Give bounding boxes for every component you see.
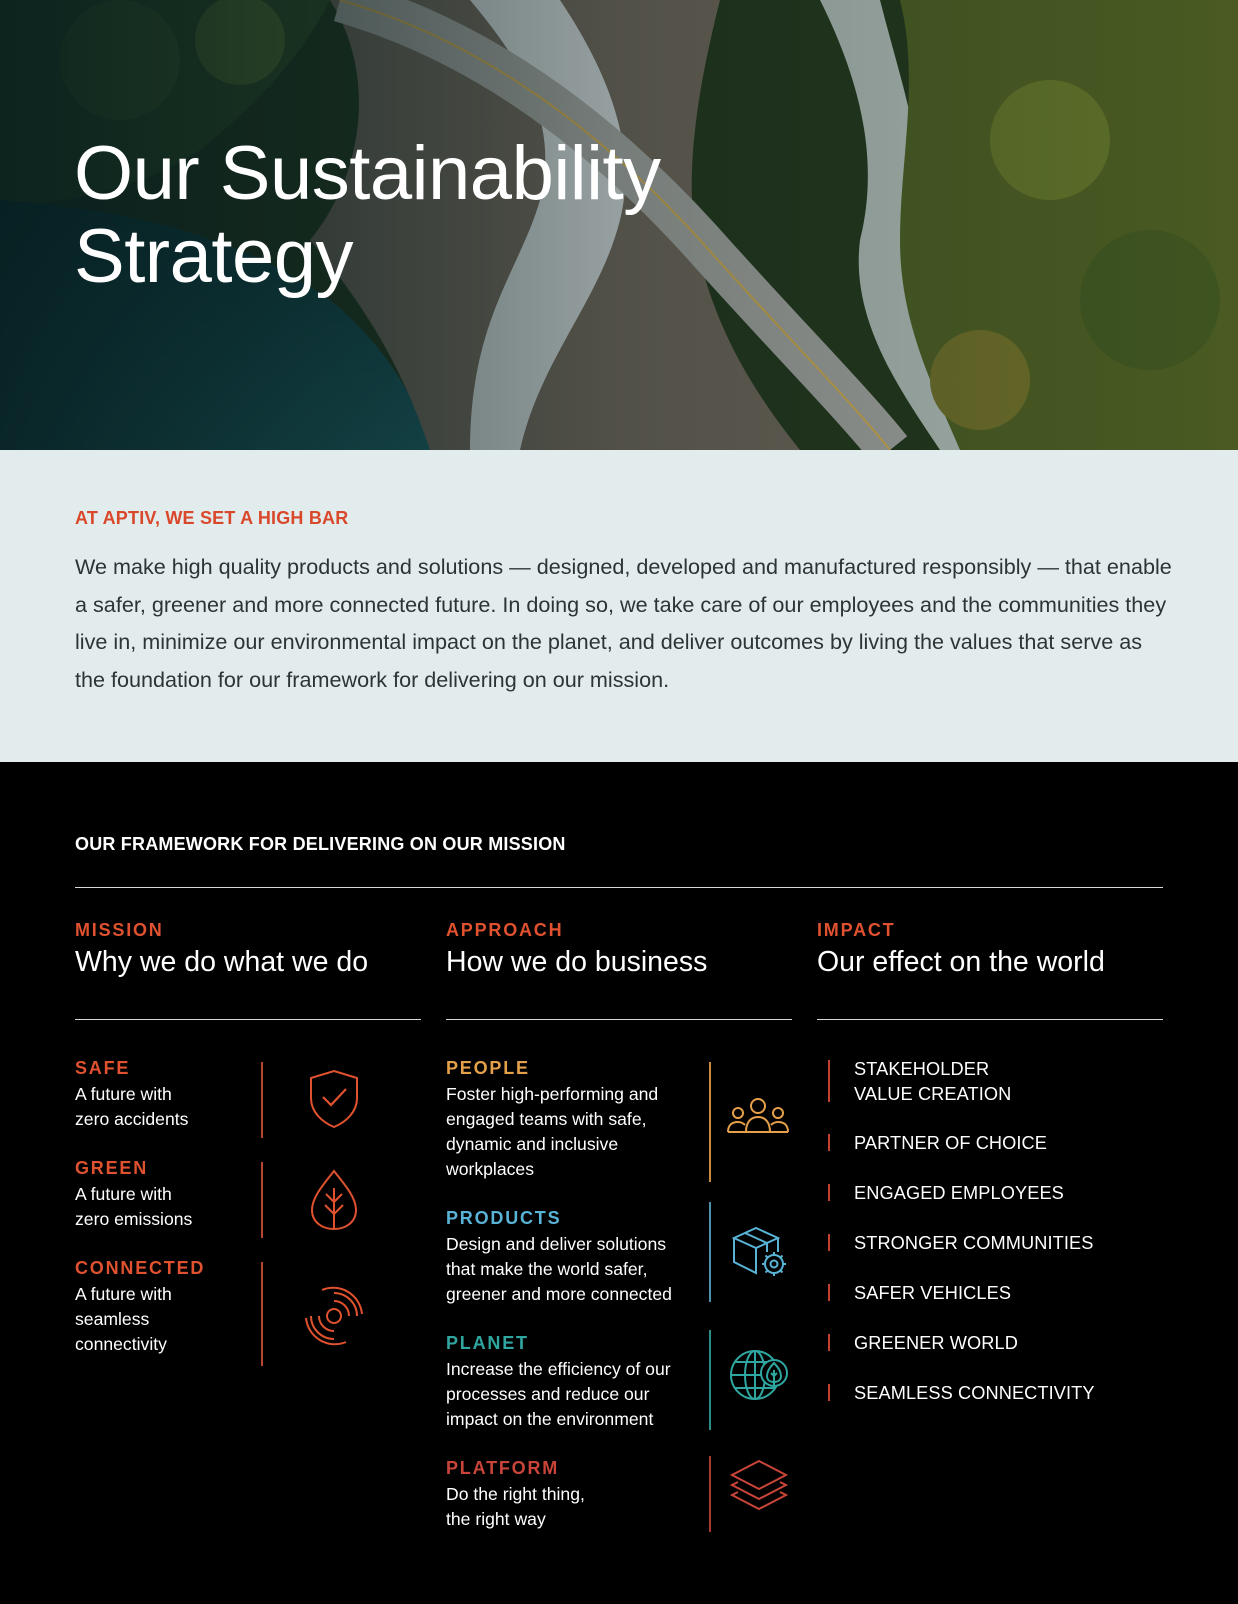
mission-item-green-label: GREEN [75,1158,149,1178]
mission-item-green-text: A future with zero emissions [75,1184,193,1229]
page-title-line-1: Our Sustainability [74,131,661,216]
mission-heading: Why we do what we do [75,946,369,978]
approach-item-products-text: Design and deliver solutions that make the world safer, greener and more connected [446,1234,672,1304]
approach-kicker: APPROACH [446,920,564,940]
impact-item-greener-world: GREENER WORLD [854,1333,1018,1353]
signal-icon [302,1284,366,1348]
approach-item-products-label: PRODUCTS [446,1208,562,1228]
layers-icon [728,1458,790,1516]
shield-check-icon [306,1068,362,1130]
impact-tick [828,1384,830,1401]
framework-divider [75,887,1163,888]
mission-item-connected-rule [261,1262,263,1366]
approach-item-planet-label: PLANET [446,1333,529,1353]
impact-divider [817,1019,1163,1020]
impact-tick [828,1060,830,1102]
leaf-icon [308,1168,360,1232]
impact-heading: Our effect on the world [817,946,1105,978]
approach-item-people-text: Foster high-performing and engaged teams with safe, dynamic and inclusive workplaces [446,1084,659,1179]
impact-tick [828,1184,830,1201]
impact-item-engaged-employees: ENGAGED EMPLOYEES [854,1183,1064,1203]
intro-kicker: AT APTIV, WE SET A HIGH BAR [75,508,349,528]
mission-item-safe-label: SAFE [75,1058,131,1078]
page-title [74,132,661,298]
approach-item-planet-rule [709,1330,711,1430]
approach-item-platform-rule [709,1456,711,1532]
impact-tick [828,1134,830,1151]
approach-item-people-label: PEOPLE [446,1058,530,1078]
impact-item-safer-vehicles: SAFER VEHICLES [854,1283,1012,1303]
hero-banner [0,0,1238,450]
approach-item-platform-label: PLATFORM [446,1458,560,1478]
mission-divider [75,1019,421,1020]
mission-item-connected-label: CONNECTED [75,1258,206,1278]
mission-item-connected-text: A future with seamless connectivity [75,1284,172,1354]
impact-tick [828,1234,830,1251]
impact-tick [828,1334,830,1351]
mission-item-safe-rule [261,1062,263,1138]
framework-title: OUR FRAMEWORK FOR DELIVERING ON OUR MISSION [75,834,566,854]
impact-kicker: IMPACT [817,920,896,940]
mission-kicker: MISSION [75,920,164,940]
approach-item-platform-text: Do the right thing, the right way [446,1484,585,1529]
box-gear-icon [728,1222,790,1280]
impact-tick [828,1284,830,1301]
globe-leaf-icon [728,1346,790,1404]
impact-item-partner-of-choice: PARTNER OF CHOICE [854,1133,1048,1153]
approach-item-people-rule [709,1062,711,1182]
approach-heading: How we do business [446,946,708,978]
mission-item-safe-text: A future with zero accidents [75,1084,189,1129]
approach-divider [446,1019,792,1020]
intro-paragraph: We make high quality products and solutions — designed, developed and manufactured responsibly — that enable a safer, greener and more connected future. In doing so, we take care of our employees and the communities they live in, minimize our environmental impact on the planet, and deliver outcomes by living the values that serve as the foundation for our framework for delivering on our mission. [75,554,1172,692]
mission-item-green-rule [261,1162,263,1238]
impact-item-stakeholder-value: STAKEHOLDER VALUE CREATION [854,1059,1012,1104]
approach-item-planet-text: Increase the efficiency of our processes and reduce our impact on the environment [446,1359,671,1429]
impact-item-seamless-connectivity: SEAMLESS CONNECTIVITY [854,1383,1095,1403]
impact-item-stronger-communities: STRONGER COMMUNITIES [854,1233,1094,1253]
approach-item-products-rule [709,1202,711,1302]
people-icon [726,1096,790,1136]
page-title-line-2: Strategy [74,214,354,299]
